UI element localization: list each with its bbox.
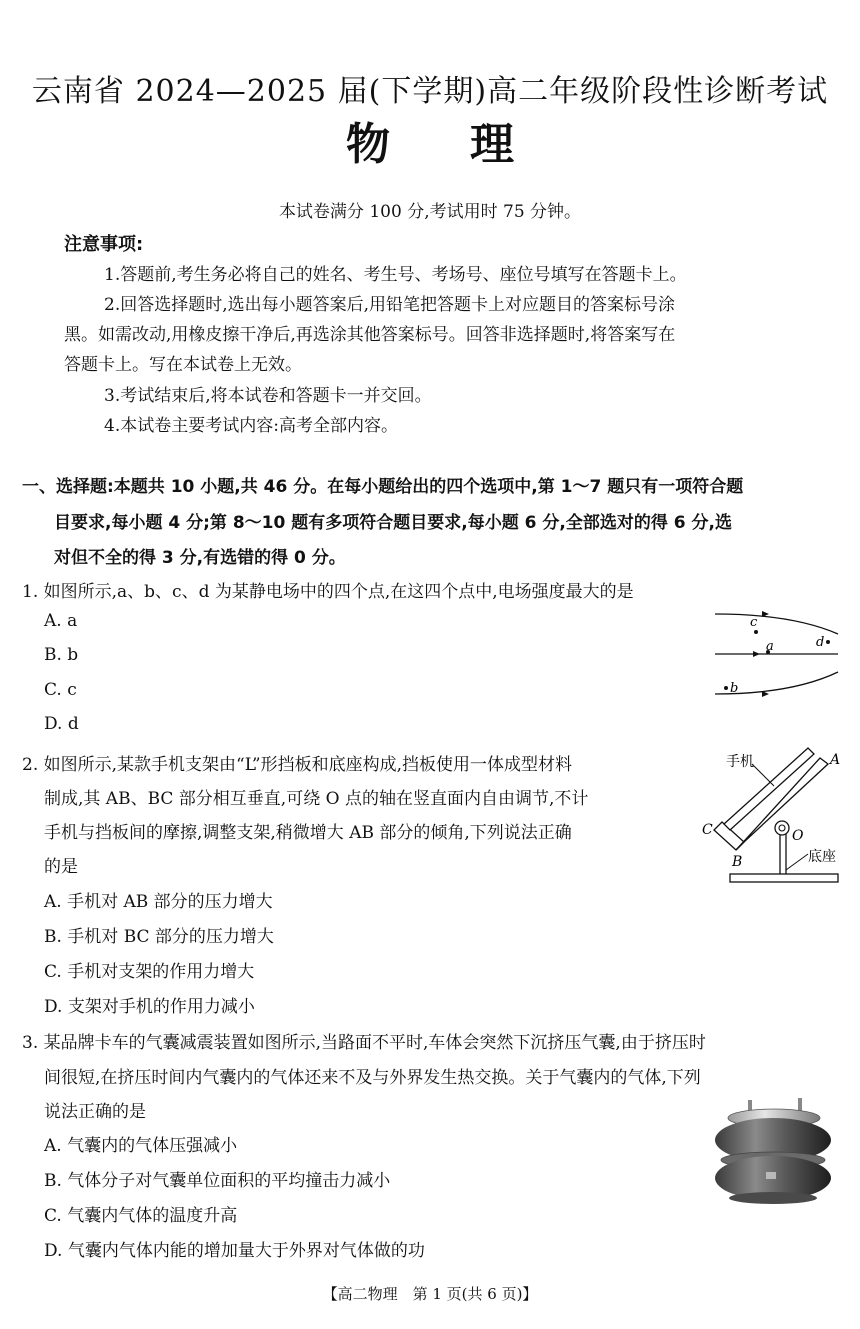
q1-option-c: C. c	[44, 680, 77, 700]
q3-air-spring-photo	[712, 1096, 834, 1206]
pivot-o-inner	[779, 825, 785, 831]
q1-option-d: D. d	[44, 714, 79, 734]
q2-stem-line1: 2. 如图所示,某款手机支架由“L”形挡板和底座构成,挡板使用一体成型材料	[22, 755, 573, 775]
notice-item-2-cont: 黑。如需改动,用橡皮擦干净后,再选涂其他答案标号。回答非选择题时,将答案写在	[64, 325, 676, 345]
point-b	[724, 686, 728, 690]
point-c	[754, 630, 758, 634]
section-heading-line1: 一、选择题:本题共 10 小题,共 46 分。在每小题给出的四个选项中,第 1～7 题只有一项符合题	[22, 477, 744, 497]
field-line-top	[715, 614, 838, 634]
notice-item-2-end: 答题卡上。写在本试卷上无效。	[64, 355, 302, 375]
label-d: d	[816, 635, 825, 650]
q2-stem-line3: 手机与挡板间的摩擦,调整支架,稍微增大 AB 部分的倾角,下列说法正确	[44, 823, 572, 843]
q2-stem-line4: 的是	[44, 857, 78, 877]
q3-stem-line3: 说法正确的是	[44, 1102, 146, 1122]
q2-stem-line2: 制成,其 AB、BC 部分相互垂直,可绕 O 点的轴在竖直面内自由调节,不计	[44, 789, 589, 809]
label-C: C	[702, 822, 713, 838]
q2-option-a: A. 手机对 AB 部分的压力增大	[44, 892, 273, 912]
q2-phone-stand-figure	[700, 742, 845, 890]
label-A: A	[830, 752, 841, 768]
label-phone: 手机	[726, 754, 754, 770]
q1-option-b: B. b	[44, 645, 79, 665]
q3-option-a: A. 气囊内的气体压强减小	[44, 1136, 238, 1156]
label-base: 底座	[808, 849, 836, 865]
base-leader-line	[786, 854, 808, 870]
phone-leader-line	[752, 764, 774, 786]
section-heading-line2: 目要求,每小题 4 分;第 8～10 题有多项符合题目要求,每小题 6 分,全部选对的得 6 分,选	[54, 513, 732, 533]
notice-item-2: 2.回答选择题时,选出每小题答案后,用铅笔把答题卡上对应题目的答案标号涂	[104, 295, 676, 315]
q2-option-d: D. 支架对手机的作用力减小	[44, 997, 255, 1017]
notice-item-3: 3.考试结束后,将本试卷和答题卡一并交回。	[104, 386, 432, 406]
q2-option-b: B. 手机对 BC 部分的压力增大	[44, 927, 274, 947]
notice-item-1: 1.答题前,考生务必将自己的姓名、考生号、考场号、座位号填写在答题卡上。	[104, 265, 687, 285]
q1-option-a: A. a	[44, 611, 78, 631]
q3-option-d: D. 气囊内气体内能的增加量大于外界对气体做的功	[44, 1241, 425, 1261]
notice-heading: 注意事项:	[64, 234, 144, 255]
page-footer: 【高二物理 第 1 页(共 6 页)】	[322, 1285, 538, 1303]
q2-option-c: C. 手机对支架的作用力增大	[44, 962, 255, 982]
label-c: c	[750, 615, 758, 630]
label-a: a	[766, 639, 774, 654]
notice-item-4: 4.本试卷主要考试内容:高考全部内容。	[104, 416, 398, 436]
section-heading-line3: 对但不全的得 3 分,有选错的得 0 分。	[54, 548, 346, 568]
exam-info: 本试卷满分 100 分,考试用时 75 分钟。	[278, 202, 582, 222]
field-line-arrow-middle	[753, 651, 760, 657]
q1-stem: 1. 如图所示,a、b、c、d 为某静电场中的四个点,在这四个点中,电场强度最大的是	[22, 582, 634, 602]
q1-field-lines-figure	[712, 608, 842, 704]
q3-stem-line2: 间很短,在挤压时间内气囊内的气体还来不及与外界发生热交换。关于气囊内的气体,下列	[44, 1068, 701, 1088]
q3-stem-line1: 3. 某品牌卡车的气囊减震装置如图所示,当路面不平时,车体会突然下沉挤压气囊,由于挤压时	[22, 1033, 706, 1053]
bottom-plate	[729, 1192, 817, 1204]
subject-title: 物理	[346, 119, 594, 170]
label-O: O	[792, 828, 804, 844]
q3-option-b: B. 气体分子对气囊单位面积的平均撞击力减小	[44, 1171, 391, 1191]
q3-option-c: C. 气囊内气体的温度升高	[44, 1206, 238, 1226]
label-B: B	[732, 854, 743, 870]
stand-base	[730, 874, 838, 882]
label-tag	[766, 1172, 776, 1179]
label-b: b	[730, 681, 739, 696]
exam-title: 云南省 2024—2025 届(下学期)高二年级阶段性诊断考试	[31, 74, 829, 109]
point-d	[826, 640, 830, 644]
